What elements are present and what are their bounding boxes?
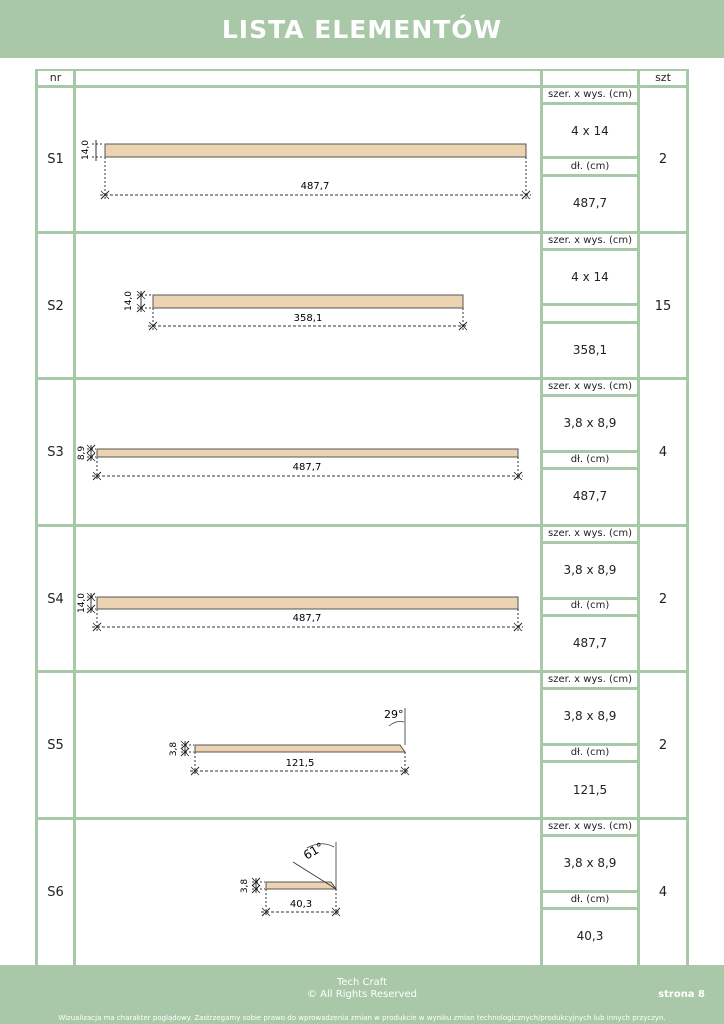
subcell-line [540,321,640,324]
row-separator [35,670,689,673]
drawing-s6 [240,840,341,916]
row-id: S2 [47,299,64,314]
size-value: 3,8 x 8,9 [563,563,617,577]
height-dim-s3: 8,9 [77,445,87,461]
row-id: S4 [47,592,64,607]
length-dim-s4: 487,7 [292,613,322,624]
quantity-value: 2 [658,592,668,607]
size-label: szer. x wys. (cm) [548,235,632,246]
length-value: 121,5 [572,783,608,797]
angle-label-s6: 61° [300,839,327,863]
subcell-line [540,156,640,159]
page-title: LISTA ELEMENTÓW [221,14,503,44]
page-footer [0,965,724,1024]
quantity-value: 15 [654,299,672,314]
length-label: dł. (cm) [570,894,610,905]
quantity-value: 4 [658,445,668,460]
length-label: dł. (cm) [570,454,610,465]
subcell-line [540,303,640,306]
size-value: 3,8 x 8,9 [563,416,617,430]
length-value: 40,3 [576,929,604,943]
size-label: szer. x wys. (cm) [548,528,632,539]
subcell-line [540,687,640,690]
drawing-s3 [77,445,523,480]
copyright: © All Rights Reserved [306,989,418,1000]
subcell-line [540,907,640,910]
size-value: 3,8 x 8,9 [563,709,617,723]
subcell-line [540,541,640,544]
height-dim-s6: 3,8 [240,878,250,894]
column-header-nr: nr [49,71,62,84]
footer-brand [0,977,724,1001]
table-border-left [35,69,38,965]
length-value: 487,7 [572,489,608,503]
subcell-line [540,248,640,251]
subcell-line [540,743,640,746]
row-id: S1 [47,152,64,167]
drawing-s5 [169,708,410,775]
length-dim-s2: 358,1 [293,313,323,324]
table-border-top [35,69,689,71]
height-dim-s1: 14,0 [81,139,91,161]
length-dim-s6: 40,3 [289,899,313,910]
row-separator [35,377,689,380]
size-label: szer. x wys. (cm) [548,821,632,832]
quantity-value: 2 [658,738,668,753]
size-label: szer. x wys. (cm) [548,381,632,392]
board-s1 [105,144,526,157]
length-dim-s1: 487,7 [300,181,330,192]
length-label: dł. (cm) [570,600,610,611]
row-separator [35,524,689,527]
drawing-s1 [81,140,531,199]
board-s3 [97,449,518,457]
drawing-s4 [77,593,523,631]
size-value: 4 x 14 [571,124,609,138]
board-s4 [97,597,518,609]
quantity-value: 2 [658,152,668,167]
length-label: dł. (cm) [570,747,610,758]
length-value: 487,7 [572,196,608,210]
subcell-line [540,102,640,105]
subcell-line [540,450,640,453]
drawing-s2 [124,291,468,330]
height-dim-s5: 3,8 [169,741,179,757]
disclaimer: Wizualizacja ma charakter poglądowy. Zastrzegamy sobie prawo do wprowadzenia zmian w produkcie w wyniku zmian technologicznych/produkcyjnych lub innych przyczyn. [58,1014,666,1022]
board-s2 [153,295,463,308]
row-id: S6 [47,885,64,900]
length-value: 487,7 [572,636,608,650]
quantity-value: 4 [658,885,668,900]
size-value: 4 x 14 [571,270,609,284]
subcell-line [540,760,640,763]
table-divider-qty [637,69,640,965]
board-s5 [195,745,405,752]
size-label: szer. x wys. (cm) [548,674,632,685]
row-id: S3 [47,445,64,460]
subcell-line [540,890,640,893]
subcell-line [540,834,640,837]
height-dim-s2: 14,0 [124,290,134,312]
page-number: strona 8 [658,989,705,1000]
length-dim-s3: 487,7 [292,462,322,473]
length-label: dł. (cm) [570,161,610,172]
table-header-divider [35,85,689,88]
brand-name: Tech Craft [336,977,388,988]
column-header-qty: szt [655,71,671,84]
row-separator [35,231,689,234]
row-separator [35,817,689,820]
table-border-right [686,69,689,965]
height-dim-s4: 14,0 [77,592,87,614]
length-value: 358,1 [572,343,608,357]
subcell-line [540,394,640,397]
subcell-line [540,467,640,470]
subcell-line [540,174,640,177]
size-value: 3,8 x 8,9 [563,856,617,870]
page-header [0,0,724,58]
subcell-line [540,614,640,617]
angle-label-s5: 29° [384,708,404,721]
size-label: szer. x wys. (cm) [548,89,632,100]
table-divider-nr [73,69,76,965]
row-id: S5 [47,738,64,753]
board-s6 [266,882,336,889]
length-dim-s5: 121,5 [285,758,315,769]
